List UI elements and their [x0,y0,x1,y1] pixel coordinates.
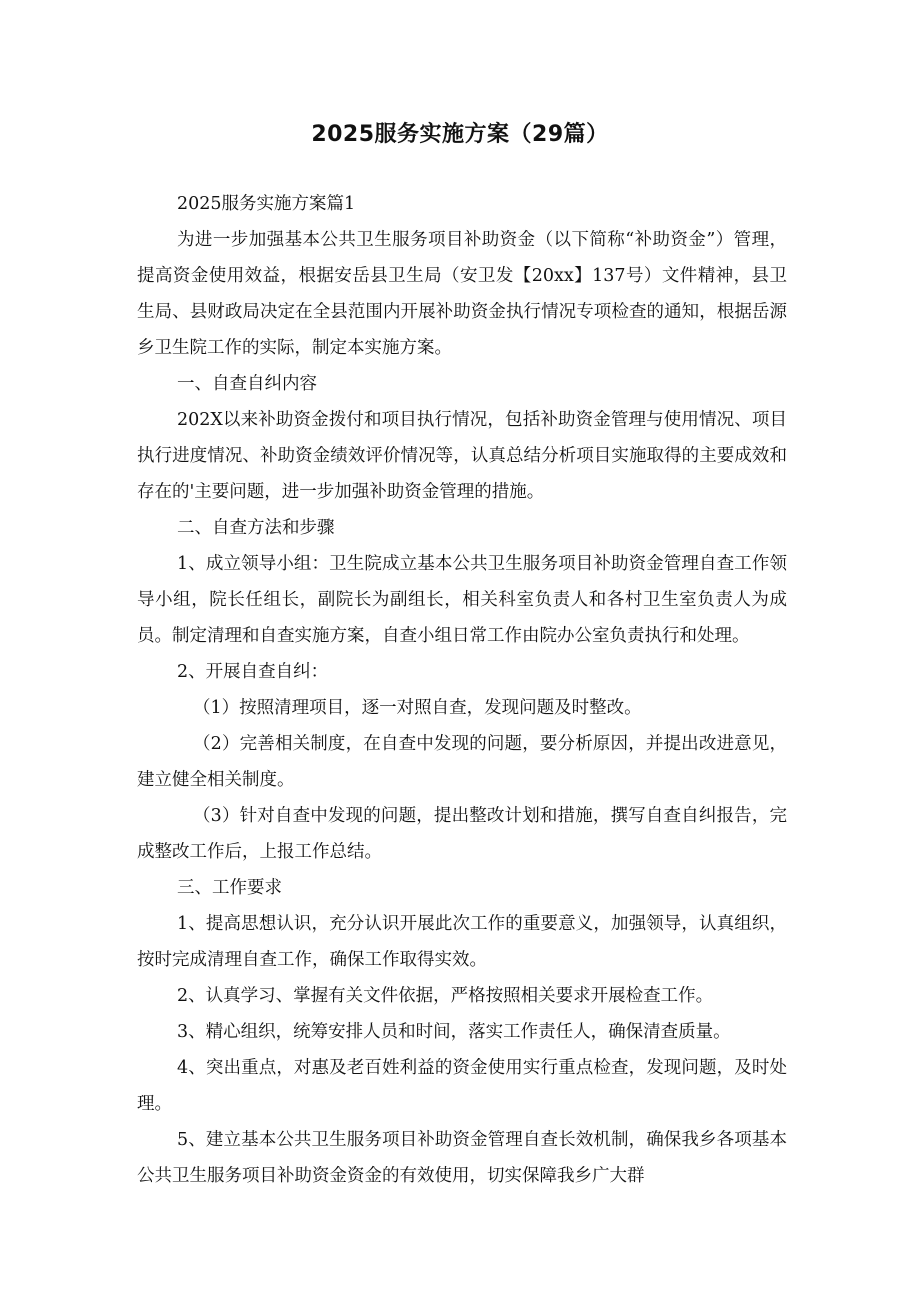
paragraph: 4、突出重点，对惠及老百姓利益的资金使用实行重点检查，发现问题，及时处理。 [137,1058,787,1114]
paragraph: 2、开展自查自纠： [177,662,329,682]
document-title: 2025服务实施方案（29篇） [311,122,609,147]
section-heading: 二、自查方法和步骤 [177,518,335,538]
paragraph: 1、成立领导小组：卫生院成立基本公共卫生服务项目补助资金管理自查工作领导小组，院长任组长，副院长为副组长，相关科室负责人和各村卫生室负责人为成员。制定清理和自查实施方案，自查小组日常工作由院办公室负责执行和处理。 [137,554,787,646]
section-heading: 一、自查自纠内容 [177,374,317,394]
document-body [137,186,787,1194]
paragraph: 202X以来补助资金拨付和项目执行情况，包括补助资金管理与使用情况、项目执行进度情况、补助资金绩效评价情况等，认真总结分析项目实施取得的主要成效和存在的'主要问题，进一步加强补助资金管理的措施。 [137,410,787,502]
section-heading: 三、工作要求 [177,878,282,898]
list-item: （1）按照清理项目，逐一对照自查，发现问题及时整改。 [193,698,642,718]
paragraph: 为进一步加强基本公共卫生服务项目补助资金（以下简称“补助资金”）管理，提高资金使用效益，根据安岳县卫生局（安卫发【20xx】137号）文件精神，县卫生局、县财政局决定在全县范围内开展补助资金执行情况专项检查的通知，根据岳源乡卫生院工作的实际，制定本实施方案。 [137,230,787,358]
paragraph: 3、精心组织，统筹安排人员和时间，落实工作责任人，确保清查质量。 [177,1022,731,1042]
list-item: （3）针对自查中发现的问题，提出整改计划和措施，撰写自查自纠报告，完成整改工作后，上报工作总结。 [137,806,787,862]
paragraph: 1、提高思想认识，充分认识开展此次工作的重要意义，加强领导，认真组织，按时完成清理自查工作，确保工作取得实效。 [137,914,787,970]
section-heading: 2025服务实施方案篇1 [177,194,356,214]
paragraph: 5、建立基本公共卫生服务项目补助资金管理自查长效机制，确保我乡各项基本公共卫生服务项目补助资金资金的有效使用，切实保障我乡广大群 [137,1130,787,1186]
list-item: （2）完善相关制度，在自查中发现的问题，要分析原因，并提出改进意见，建立健全相关制度。 [137,734,787,790]
paragraph: 2、认真学习、掌握有关文件依据，严格按照相关要求开展检查工作。 [177,986,714,1006]
